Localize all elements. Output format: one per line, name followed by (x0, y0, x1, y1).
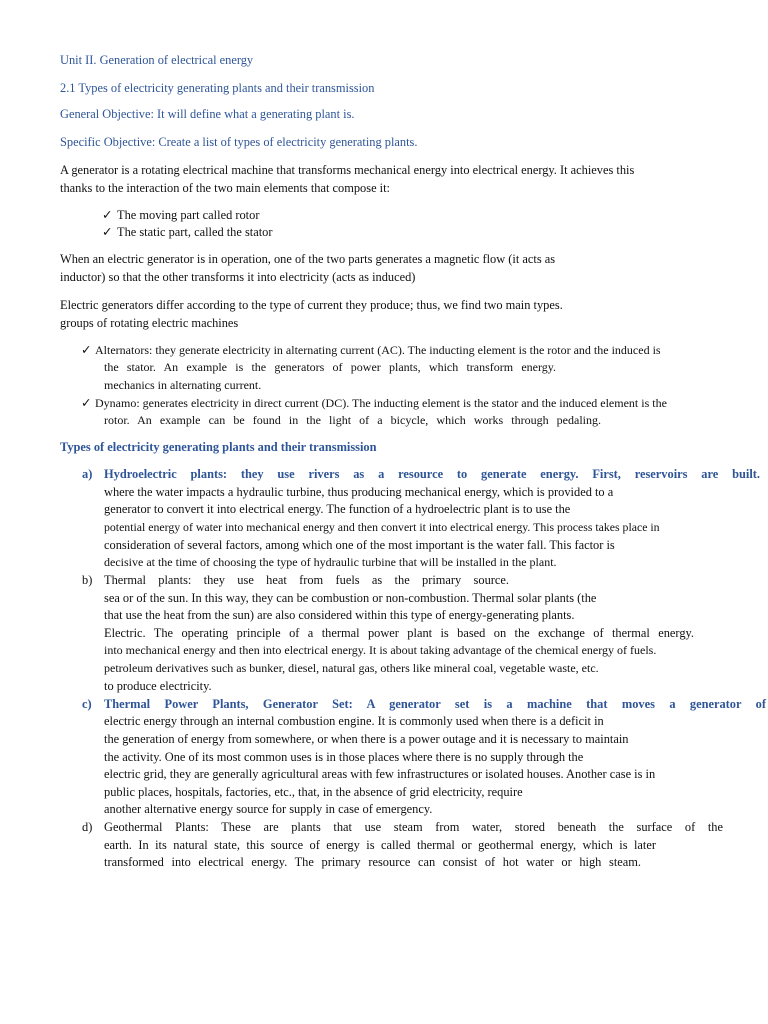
item-label: c) (82, 697, 92, 711)
hydroelectric-text: consideration of several factors, among which one of the most important is the water fall. This factor is (104, 538, 615, 552)
generator-set-text: the generation of energy from somewhere, or when there is a power outage and it is necessary to maintain (104, 732, 629, 746)
generator-set-text: electric grid, they are generally agricultural areas with few infrastructures or isolated houses. Another case is in (104, 767, 656, 781)
list-item: The moving part called rotor (117, 208, 260, 222)
operation-line: When an electric generator is in operation, one of the two parts generates a magnetic flow (it acts as (60, 252, 556, 266)
alternators-text: mechanics in alternating current. (104, 378, 262, 392)
generator-set-text: the activity. One of its most common uses is in those places where there is no supply through the (104, 750, 584, 764)
hydroelectric-heading: Hydroelectric plants: they use rivers as a resource to generate energy. First, reservoirs are built. (104, 467, 760, 481)
thermal-text: Electric. The operating principle of a thermal power plant is based on the exchange of thermal energy. (104, 626, 694, 640)
dynamo-text: rotor. An example can be found in the light of a bicycle, which works through pedaling. (104, 413, 601, 427)
differ-line: Electric generators differ according to the type of current they produce; thus, we find two main types. (60, 298, 563, 312)
thermal-text: petroleum derivatives such as bunker, diesel, natural gas, others like mineral coal, vegetable waste, etc. (104, 661, 599, 675)
intro-line: thanks to the interaction of the two main elements that compose it: (60, 181, 390, 195)
operation-line: inductor) so that the other transforms it into electricity (acts as induced) (60, 270, 416, 284)
generator-set-text: electric energy through an internal combustion engine. It is commonly used when there is a deficit in (104, 714, 604, 728)
list-item: The static part, called the stator (117, 225, 273, 239)
item-label: a) (82, 467, 93, 481)
hydroelectric-text: potential energy of water into mechanical energy and then convert it into electrical energy. This process takes place in (104, 520, 660, 534)
dynamo-text: Dynamo: generates electricity in direct current (DC). The inducting element is the stator and the induced element is the (95, 396, 667, 410)
thermal-text: Thermal plants: they use heat from fuels as the primary source. (104, 573, 509, 587)
item-label: b) (82, 573, 93, 587)
checkmark-icon: ✓ (81, 396, 92, 410)
alternators-text: the stator. An example is the generators of power plants, which transform energy. (104, 360, 556, 374)
differ-line: groups of rotating electric machines (60, 316, 239, 330)
thermal-text: that use the heat from the sun) are also considered within this type of energy-generating plants. (104, 608, 575, 622)
item-label: d) (82, 820, 93, 834)
checkmark-icon: ✓ (81, 343, 92, 357)
general-objective: General Objective: It will define what a generating plant is. (60, 107, 355, 121)
thermal-text: to produce electricity. (104, 679, 212, 693)
generator-set-text: another alternative energy source for supply in case of emergency. (104, 802, 433, 816)
thermal-text: sea or of the sun. In this way, they can be combustion or non-combustion. Thermal solar plants (the (104, 591, 597, 605)
checkmark-icon: ✓ (102, 208, 113, 222)
section-title: 2.1 Types of electricity generating plants and their transmission (60, 81, 375, 95)
geothermal-text: transformed into electrical energy. The primary resource can consist of hot water or high steam. (104, 855, 641, 869)
hydroelectric-text: decisive at the time of choosing the type of hydraulic turbine that will be installed in the plant. (104, 555, 557, 569)
thermal-text: into mechanical energy and then into electrical energy. It is about taking advantage of the chemical energy of fuels. (104, 643, 657, 657)
plants-heading: Types of electricity generating plants and their transmission (60, 440, 377, 454)
hydroelectric-text: generator to convert it into electrical energy. The function of a hydroelectric plant is to use the (104, 502, 571, 516)
checkmark-icon: ✓ (102, 225, 113, 239)
generator-set-text: public places, hospitals, factories, etc., that, in the absence of grid electricity, require (104, 785, 523, 799)
unit-title: Unit II. Generation of electrical energy (60, 53, 254, 67)
generator-set-heading: Thermal Power Plants, Generator Set: A generator set is a machine that moves a generator of (104, 697, 766, 711)
intro-line: A generator is a rotating electrical machine that transforms mechanical energy into electrical energy. It achieves this (60, 163, 635, 177)
geothermal-text: earth. In its natural state, this source of energy is called thermal or geothermal energy, which is later (104, 838, 656, 852)
alternators-text: Alternators: they generate electricity in alternating current (AC). The inducting element is the rotor and the induced is (95, 343, 661, 357)
specific-objective: Specific Objective: Create a list of types of electricity generating plants. (60, 135, 418, 149)
geothermal-text: Geothermal Plants: These are plants that use steam from water, stored beneath the surface of the (104, 820, 723, 834)
hydroelectric-text: where the water impacts a hydraulic turbine, thus producing mechanical energy, which is provided to a (104, 485, 614, 499)
